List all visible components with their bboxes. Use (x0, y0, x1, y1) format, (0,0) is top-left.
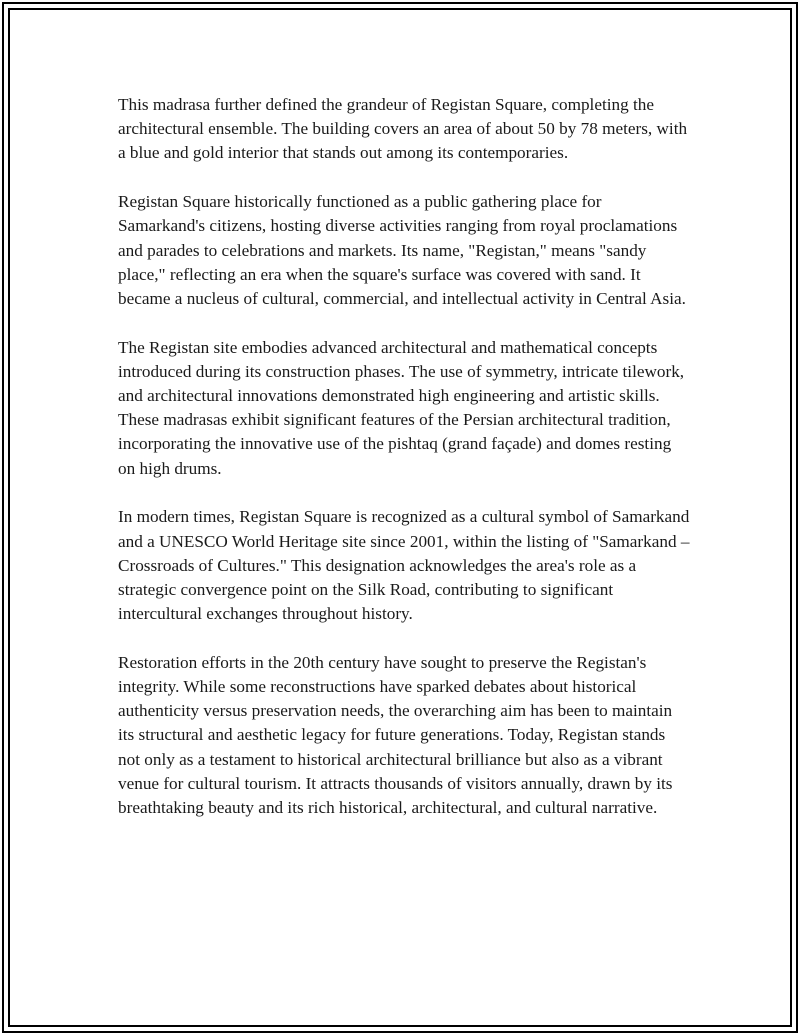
document-body (118, 93, 690, 845)
paragraph-architecture: The Registan site embodies advanced architectural and mathematical concepts introduced during its construction phases. The use of symmetry, intricate tilework, and architectural innovations demonstrated high engineering and artistic skills. These madrasas exhibit significant features of the Persian architectural tradition, incorporating the innovative use of the pishtaq (grand façade) and domes resting on high drums. (118, 337, 685, 478)
paragraph-madrasa-dimensions: This madrasa further defined the grandeur of Registan Square, completing the architectural ensemble. The building covers an area of about 50 by 78 meters, with a blue and gold interior that stands out among its contemporaries. (118, 95, 688, 163)
paragraph-unesco-heritage: In modern times, Registan Square is recognized as a cultural symbol of Samarkand and a UNESCO World Heritage site since 2001, within the listing of "Samarkand – Crossroads of Cultures." This designation acknowledges the area's role as a strategic convergence point on the Silk Road, contributing to significant intercultural exchanges throughout history. (118, 507, 690, 624)
paragraph-public-gathering: Registan Square historically functioned as a public gathering place for Samarkand's citizens, hosting diverse activities ranging from royal proclamations and parades to celebrations and markets. Its name, "Registan," means "sandy place," reflecting an era when the square's surface was covered with sand. It became a nucleus of cultural, commercial, and intellectual activity in Central Asia. (118, 192, 686, 308)
paragraph-restoration: Restoration efforts in the 20th century have sought to preserve the Registan's integrity. While some reconstructions have sparked debates about historical authenticity versus preservation needs, the overarching aim has been to maintain its structural and aesthetic legacy for future generations. Today, Registan stands not only as a testament to historical architectural brilliance but also as a vibrant venue for cultural tourism. It attracts thousands of visitors annually, drawn by its breathtaking beauty and its rich historical, architectural, and cultural narrative. (118, 652, 673, 818)
